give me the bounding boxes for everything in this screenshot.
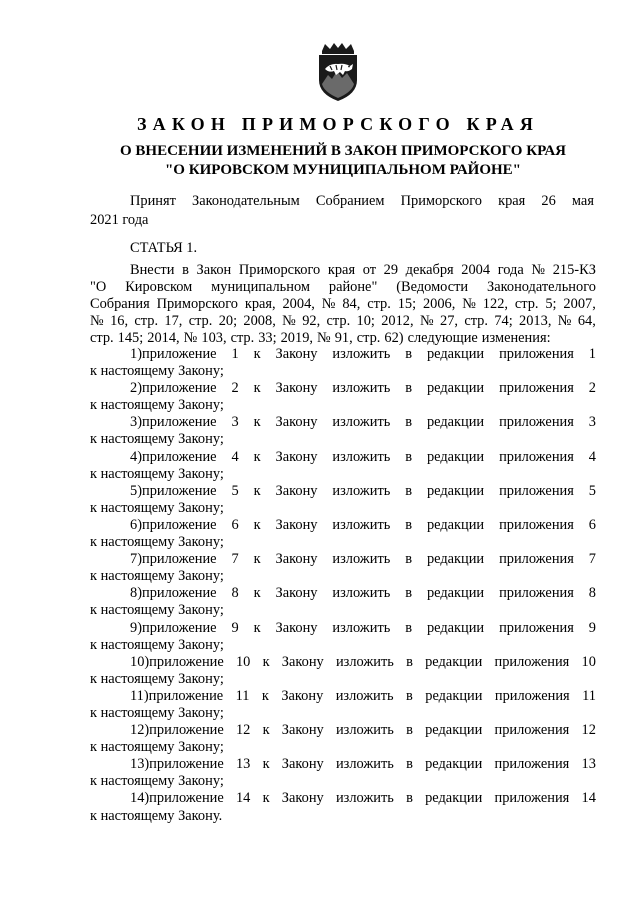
word: декабря xyxy=(405,262,454,278)
word: к xyxy=(253,380,261,397)
word: 15; xyxy=(397,296,417,313)
word: редакции xyxy=(425,790,483,807)
word: Собрания xyxy=(90,296,150,313)
word: 103, xyxy=(201,330,227,347)
word: редакции xyxy=(426,380,485,397)
word: Закону xyxy=(275,380,318,397)
word: № xyxy=(321,296,336,313)
word: 29 xyxy=(383,262,399,278)
amendment-item xyxy=(90,654,596,688)
word: 145; xyxy=(117,330,144,347)
word: 5 xyxy=(231,482,239,499)
word: в xyxy=(406,687,413,704)
word: приложения xyxy=(499,585,574,602)
amendment-item xyxy=(90,551,596,585)
word: 14 xyxy=(581,790,596,807)
word: 4)приложение xyxy=(130,448,217,465)
amendment-item xyxy=(90,620,596,654)
amendment-item xyxy=(90,585,596,619)
word: мая xyxy=(571,193,594,209)
word: Законодательным xyxy=(192,193,300,209)
intro-line xyxy=(90,296,596,313)
word: 8)приложение xyxy=(130,585,217,602)
word: 74; xyxy=(494,313,513,330)
word: стр. xyxy=(514,296,539,313)
amendment-item xyxy=(90,346,596,380)
word: в xyxy=(405,380,413,397)
word: 92, xyxy=(302,313,321,330)
word: в xyxy=(406,790,413,807)
word: 4 xyxy=(231,448,239,465)
amendment-item-line-2: к настоящему Закону; xyxy=(90,636,224,653)
word: № xyxy=(282,313,296,330)
word: редакции xyxy=(426,482,485,499)
word: № xyxy=(462,296,476,313)
word: 20; xyxy=(218,313,238,330)
law-title: ЗАКОН ПРИМОРСКОГО КРАЯ xyxy=(136,114,540,134)
word: Закону xyxy=(275,585,318,602)
amendment-item-line-1 xyxy=(90,585,596,602)
word: 2006, xyxy=(422,296,456,313)
word: 13 xyxy=(235,756,251,773)
word: стр. xyxy=(188,313,213,330)
word: 7 xyxy=(231,551,239,568)
word: приложения xyxy=(499,448,574,465)
word: Приморского xyxy=(400,193,482,209)
word: в xyxy=(406,756,413,773)
word: изложить xyxy=(335,722,394,739)
word: 7 xyxy=(588,551,596,568)
word: приложения xyxy=(494,756,570,773)
word: в xyxy=(182,262,189,278)
word: № xyxy=(531,262,546,278)
word: изложить xyxy=(332,619,391,636)
word: Принят xyxy=(130,193,176,209)
word: стр. xyxy=(326,313,351,330)
word: к xyxy=(253,585,261,602)
word: к xyxy=(253,414,261,431)
amendment-item-line-2: к настоящему Закону; xyxy=(90,670,224,687)
word: 2008, xyxy=(243,313,276,330)
intro-line xyxy=(90,330,596,347)
word: 16, xyxy=(110,313,129,330)
word: 6 xyxy=(588,516,596,533)
word: 122, xyxy=(482,296,508,313)
word: приложения xyxy=(494,722,570,739)
word: 2012, xyxy=(381,313,414,330)
word: изложить xyxy=(332,346,391,362)
word: 4 xyxy=(588,448,596,465)
word: 1)приложение xyxy=(130,346,217,362)
word: Закону xyxy=(275,414,318,431)
amendment-item-line-1 xyxy=(90,414,596,431)
amendment-item xyxy=(90,517,596,551)
word: № xyxy=(419,313,434,330)
word: редакции xyxy=(425,687,483,704)
word: изложить xyxy=(335,756,394,773)
word: Закону xyxy=(281,687,324,704)
word: 17, xyxy=(164,313,183,330)
word: 2007, xyxy=(563,296,596,313)
word: стр. xyxy=(134,313,159,330)
word: в xyxy=(405,551,413,568)
word: к xyxy=(253,551,261,568)
word: к xyxy=(253,448,261,465)
word: изложить xyxy=(332,585,391,602)
word: к xyxy=(253,346,261,362)
word: 84, xyxy=(342,296,361,313)
amendment-item-line-1 xyxy=(90,551,596,568)
word: к xyxy=(253,516,261,533)
amendment-item-line-1 xyxy=(90,483,596,500)
word: изложить xyxy=(332,516,391,533)
word: 5 xyxy=(588,482,596,499)
word: в xyxy=(405,516,413,533)
amendment-item-line-1 xyxy=(90,517,596,534)
word: к xyxy=(262,756,270,773)
word: 2)приложение xyxy=(130,380,217,397)
word: 11)приложение xyxy=(130,687,224,704)
word: изложить xyxy=(332,448,391,465)
word: Закону xyxy=(281,790,324,807)
word: Внести xyxy=(130,262,175,278)
word: приложения xyxy=(499,482,574,499)
word: года xyxy=(497,262,524,278)
word: стр. xyxy=(367,296,391,313)
word: редакции xyxy=(426,448,485,465)
word: изложить xyxy=(332,551,391,568)
word: к xyxy=(253,482,261,499)
word: 3 xyxy=(588,414,596,431)
word: № xyxy=(183,330,198,347)
word: Закону xyxy=(275,346,318,362)
word: Закону xyxy=(281,756,324,773)
article-intro-paragraph xyxy=(90,262,596,347)
amendment-item xyxy=(90,722,596,756)
word: 6 xyxy=(231,516,239,533)
amendment-item-line-1 xyxy=(90,756,596,773)
word: стр. xyxy=(464,313,488,330)
amendment-item-line-2: к настоящему Закону; xyxy=(90,739,224,756)
word: 8 xyxy=(588,585,596,602)
amendment-item-line-2: к настоящему Закону; xyxy=(90,397,224,414)
word: Закон xyxy=(196,262,232,278)
word: в xyxy=(405,585,413,602)
word: края xyxy=(498,193,526,209)
word: 27, xyxy=(440,313,458,330)
word: редакции xyxy=(426,551,485,568)
amendment-item-line-2: к настоящему Закону; xyxy=(90,499,224,516)
word: 91, xyxy=(334,330,353,347)
word: районе" xyxy=(328,279,378,296)
word: приложения xyxy=(494,653,570,670)
amendments-list xyxy=(90,346,596,825)
word: изложить xyxy=(332,414,391,431)
word: редакции xyxy=(426,516,485,533)
law-subtitle-line-2: "О КИРОВСКОМ МУНИЦИПАЛЬНОМ РАЙОНЕ" xyxy=(164,162,522,178)
amendment-item xyxy=(90,790,596,824)
word: 2 xyxy=(231,380,239,397)
word: 12 xyxy=(581,722,596,739)
word: муниципальном xyxy=(211,279,310,296)
word: 14 xyxy=(235,790,251,807)
word: 13 xyxy=(581,756,596,773)
word: № xyxy=(90,313,104,330)
word: изложить xyxy=(335,790,394,807)
word: 33; xyxy=(258,330,277,347)
word: в xyxy=(405,414,413,431)
word: редакции xyxy=(426,414,485,431)
intro-line xyxy=(90,313,596,330)
word: 12 xyxy=(235,722,251,739)
intro-line xyxy=(90,279,596,296)
word: 8 xyxy=(231,585,239,602)
word: 2014, xyxy=(147,330,180,347)
word: 2004, xyxy=(282,296,315,313)
word: № xyxy=(557,313,572,330)
word: (Ведомости xyxy=(396,279,469,296)
word: приложения xyxy=(499,516,574,533)
word: 1 xyxy=(231,346,239,362)
word: Закону xyxy=(275,619,318,636)
word: редакции xyxy=(426,346,485,362)
amendment-item-line-1 xyxy=(90,654,596,671)
word: приложения xyxy=(499,346,574,362)
word: приложения xyxy=(499,414,574,431)
word: редакции xyxy=(426,585,485,602)
amendment-item-line-1 xyxy=(90,346,596,363)
word: от xyxy=(362,262,376,278)
word: к xyxy=(262,722,270,739)
primorsky-coat-of-arms-icon xyxy=(312,42,364,102)
word: 2 xyxy=(588,380,596,397)
word: 12)приложение xyxy=(130,722,224,739)
word: приложения xyxy=(494,790,570,807)
word: редакции xyxy=(425,756,483,773)
adoption-statement xyxy=(90,192,594,229)
amendment-item-line-1 xyxy=(90,380,596,397)
word: 2013, xyxy=(519,313,552,330)
word: 5)приложение xyxy=(130,482,217,499)
amendment-item-line-1 xyxy=(90,722,596,739)
adoption-line-1 xyxy=(90,192,594,211)
word: 10)приложение xyxy=(130,653,224,670)
word: приложения xyxy=(499,619,574,636)
word: к xyxy=(253,619,261,636)
amendment-item-line-2: к настоящему Закону; xyxy=(90,602,224,619)
amendment-item-line-1 xyxy=(90,620,596,637)
amendment-item xyxy=(90,756,596,790)
word: редакции xyxy=(425,653,483,670)
amendment-item xyxy=(90,688,596,722)
amendment-item-line-2: к настоящему Закону; xyxy=(90,363,224,380)
word: приложения xyxy=(499,380,574,397)
word: 11 xyxy=(582,687,596,704)
word: 10 xyxy=(581,653,596,670)
amendment-item xyxy=(90,414,596,448)
word: 13)приложение xyxy=(130,756,224,773)
word: изложить xyxy=(332,380,391,397)
word: Приморского xyxy=(238,262,321,278)
word: приложения xyxy=(494,687,570,704)
amendment-item-line-2: к настоящему Закону. xyxy=(90,807,223,824)
intro-line xyxy=(90,262,596,279)
word: в xyxy=(406,653,413,670)
word: 11 xyxy=(235,687,250,704)
word: № xyxy=(317,330,331,347)
word: 10 xyxy=(235,653,251,670)
adoption-line-2: 2021 года xyxy=(90,211,149,228)
amendment-item-line-1 xyxy=(90,449,596,466)
word: 9 xyxy=(231,619,239,636)
word: изложить xyxy=(335,687,394,704)
word: 14)приложение xyxy=(130,790,224,807)
word: стр. xyxy=(90,330,114,347)
word: Кировском xyxy=(125,279,193,296)
amendment-item-line-2: к настоящему Закону; xyxy=(90,431,224,448)
word: приложения xyxy=(499,551,574,568)
amendment-item xyxy=(90,483,596,517)
word: 2004 xyxy=(461,262,491,278)
word: Приморского xyxy=(156,296,238,313)
word: 26 xyxy=(541,193,556,209)
amendment-item-line-2: к настоящему Закону; xyxy=(90,568,224,585)
word: 215-КЗ xyxy=(552,262,596,278)
word: в xyxy=(405,482,413,499)
word: стр. xyxy=(230,330,255,347)
amendment-item xyxy=(90,449,596,483)
word: края xyxy=(327,262,356,278)
amendment-item-line-2: к настоящему Закону; xyxy=(90,773,224,790)
word: следующие xyxy=(407,330,478,347)
word: 10; xyxy=(356,313,375,330)
word: 62) xyxy=(384,330,404,347)
word: 7)приложение xyxy=(130,551,217,568)
word: "О xyxy=(90,279,107,296)
word: Закону xyxy=(281,722,324,739)
word: Закону xyxy=(281,653,324,670)
word: изменения: xyxy=(481,330,551,347)
word: 5; xyxy=(545,296,557,313)
word: 6)приложение xyxy=(130,516,217,533)
law-subtitle-line-1: О ВНЕСЕНИИ ИЗМЕНЕНИЙ В ЗАКОН ПРИМОРСКОГО КРАЯ xyxy=(120,143,566,159)
word: 3 xyxy=(231,414,239,431)
word: Закону xyxy=(275,551,318,568)
word: стр. xyxy=(356,330,381,347)
word: в xyxy=(405,619,413,636)
word: редакции xyxy=(425,722,483,739)
word: в xyxy=(405,346,413,362)
word: в xyxy=(406,722,413,739)
amendment-item-line-1 xyxy=(90,790,596,807)
amendment-item-line-1 xyxy=(90,688,596,705)
word: Закону xyxy=(275,448,318,465)
amendment-item-line-2: к настоящему Закону; xyxy=(90,534,224,551)
amendment-item-line-2: к настоящему Закону; xyxy=(90,465,224,482)
word: к xyxy=(262,653,270,670)
word: редакции xyxy=(426,619,485,636)
word: 9)приложение xyxy=(130,619,217,636)
amendment-item-line-2: к настоящему Закону; xyxy=(90,704,224,721)
word: Закону xyxy=(275,482,318,499)
word: 9 xyxy=(588,619,596,636)
word: изложить xyxy=(335,653,394,670)
article-heading: СТАТЬЯ 1. xyxy=(130,240,198,256)
word: Закону xyxy=(275,516,318,533)
word: края, xyxy=(244,296,276,313)
word: Собранием xyxy=(315,193,385,209)
word: Законодательного xyxy=(487,279,596,296)
word: к xyxy=(262,790,270,807)
word: 1 xyxy=(588,346,596,362)
word: в xyxy=(405,448,413,465)
word: изложить xyxy=(332,482,391,499)
word: 64, xyxy=(577,313,596,330)
word: к xyxy=(261,687,269,704)
word: 3)приложение xyxy=(130,414,217,431)
amendment-item xyxy=(90,380,596,414)
word: 2019, xyxy=(280,330,313,347)
